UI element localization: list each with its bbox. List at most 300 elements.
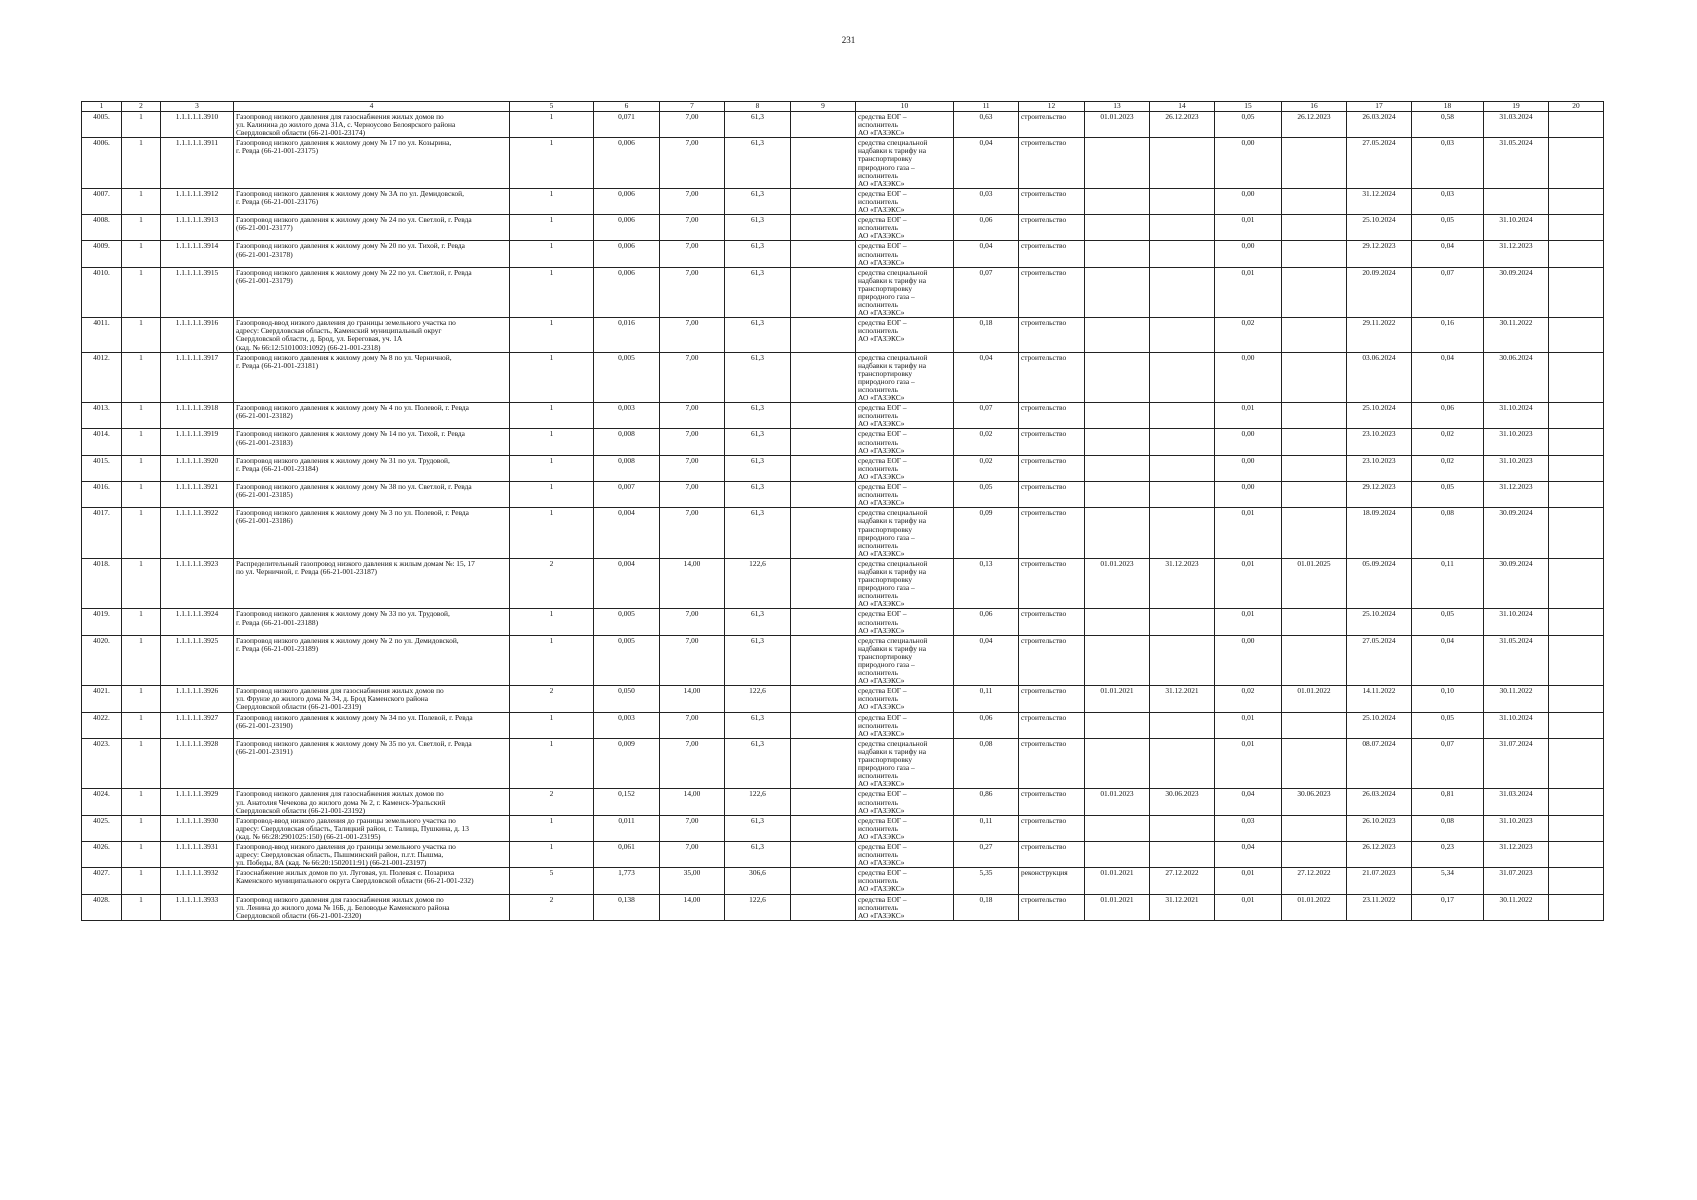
length-cell: 0,005 — [594, 635, 660, 686]
remaining-cost-cell: 0,07 — [1412, 267, 1484, 318]
completion-date-cell: 31.12.2024 — [1347, 188, 1412, 214]
end-date-cell — [1150, 712, 1215, 738]
category-cell: 1 — [510, 635, 594, 686]
deadline-cell: 31.10.2023 — [1484, 815, 1549, 841]
length-cell: 0,009 — [594, 738, 660, 789]
start-date-cell: 01.01.2021 — [1085, 686, 1150, 712]
object-name-cell: Газопровод-ввод низкого давления до границы земельного участка по адресу: Свердловская область, Пышминский район, п.г.т. Пышма, ул. Победы, 8А (кад. № 66:20:1502011:91) (66-21-001-23197) — [234, 841, 510, 867]
remaining-cost-cell: 0,17 — [1412, 894, 1484, 920]
end-date-cell — [1150, 215, 1215, 241]
object-code-cell: 1.1.1.1.1.3929 — [161, 789, 234, 815]
group-cell: 1 — [122, 482, 161, 508]
group-cell: 1 — [122, 686, 161, 712]
object-name-cell: Газопровод низкого давления к жилому дому № 3 по ул. Полевой, г. Ревда (66-21-001-23186) — [234, 508, 510, 559]
cost-part-cell: 0,04 — [1215, 789, 1282, 815]
table-row — [82, 558, 1604, 609]
group-cell: 1 — [122, 188, 161, 214]
object-code-cell: 1.1.1.1.1.3923 — [161, 558, 234, 609]
capacity-cell: 7,00 — [660, 815, 725, 841]
completion-date-cell: 26.03.2024 — [1347, 789, 1412, 815]
row-number-cell: 4025. — [82, 815, 122, 841]
funding-source-cell: средства ЕОГ – исполнитель АО «ГАЗЭКС» — [856, 815, 954, 841]
cost-part-cell: 0,01 — [1215, 738, 1282, 789]
object-code-cell: 1.1.1.1.1.3915 — [161, 267, 234, 318]
capacity-cell: 7,00 — [660, 352, 725, 403]
capacity-cell: 7,00 — [660, 609, 725, 635]
end-date-cell — [1150, 455, 1215, 481]
length-cell: 0,071 — [594, 112, 660, 138]
start-date-cell — [1085, 609, 1150, 635]
cost-part-cell: 0,00 — [1215, 241, 1282, 267]
commissioning-date-cell: 01.01.2022 — [1282, 686, 1347, 712]
remaining-cost-cell: 0,04 — [1412, 635, 1484, 686]
object-code-cell: 1.1.1.1.1.3926 — [161, 686, 234, 712]
empty-cell — [791, 267, 856, 318]
column-number-header: 15 — [1215, 102, 1282, 112]
work-type-cell: строительство — [1019, 403, 1085, 429]
empty-cell — [791, 894, 856, 920]
cost-part-cell: 0,02 — [1215, 318, 1282, 352]
cost-cell: 0,07 — [954, 403, 1019, 429]
empty-cell — [1549, 868, 1604, 894]
length-cell: 0,006 — [594, 215, 660, 241]
start-date-cell — [1085, 403, 1150, 429]
commissioning-date-cell — [1282, 508, 1347, 559]
value-cell: 61,3 — [725, 429, 791, 455]
row-number-cell: 4012. — [82, 352, 122, 403]
remaining-cost-cell: 5,34 — [1412, 868, 1484, 894]
cost-cell: 0,09 — [954, 508, 1019, 559]
remaining-cost-cell: 0,08 — [1412, 815, 1484, 841]
capacity-cell: 7,00 — [660, 188, 725, 214]
commissioning-date-cell — [1282, 815, 1347, 841]
object-name-cell: Газопровод низкого давления для газоснабжения жилых домов по ул. Калинина до жилого дома 31А, с. Черноусово Белоярского района Свердловской области (66-21-001-23174) — [234, 112, 510, 138]
deadline-cell: 31.12.2023 — [1484, 241, 1549, 267]
start-date-cell — [1085, 241, 1150, 267]
category-cell: 1 — [510, 738, 594, 789]
category-cell: 1 — [510, 508, 594, 559]
empty-cell — [1549, 138, 1604, 189]
deadline-cell — [1484, 188, 1549, 214]
start-date-cell — [1085, 138, 1150, 189]
value-cell: 122,6 — [725, 894, 791, 920]
value-cell: 122,6 — [725, 686, 791, 712]
length-cell: 0,061 — [594, 841, 660, 867]
deadline-cell: 31.10.2023 — [1484, 429, 1549, 455]
table-row — [82, 429, 1604, 455]
empty-cell — [1549, 267, 1604, 318]
column-number-header: 17 — [1347, 102, 1412, 112]
deadline-cell: 31.05.2024 — [1484, 138, 1549, 189]
capacity-cell: 7,00 — [660, 318, 725, 352]
remaining-cost-cell: 0,04 — [1412, 352, 1484, 403]
object-code-cell: 1.1.1.1.1.3931 — [161, 841, 234, 867]
commissioning-date-cell — [1282, 738, 1347, 789]
start-date-cell — [1085, 508, 1150, 559]
empty-cell — [791, 868, 856, 894]
end-date-cell — [1150, 188, 1215, 214]
work-type-cell: реконструкция — [1019, 868, 1085, 894]
work-type-cell: строительство — [1019, 635, 1085, 686]
work-type-cell: строительство — [1019, 455, 1085, 481]
commissioning-date-cell — [1282, 138, 1347, 189]
completion-date-cell: 25.10.2024 — [1347, 403, 1412, 429]
cost-cell: 0,04 — [954, 635, 1019, 686]
empty-cell — [791, 815, 856, 841]
length-cell: 0,008 — [594, 455, 660, 481]
object-code-cell: 1.1.1.1.1.3933 — [161, 894, 234, 920]
funding-source-cell: средства ЕОГ – исполнитель АО «ГАЗЭКС» — [856, 403, 954, 429]
capacity-cell: 14,00 — [660, 789, 725, 815]
capacity-cell: 7,00 — [660, 712, 725, 738]
start-date-cell: 01.01.2023 — [1085, 558, 1150, 609]
end-date-cell: 26.12.2023 — [1150, 112, 1215, 138]
start-date-cell: 01.01.2021 — [1085, 868, 1150, 894]
cost-cell: 0,04 — [954, 241, 1019, 267]
cost-cell: 0,11 — [954, 815, 1019, 841]
category-cell: 1 — [510, 815, 594, 841]
cost-cell: 0,27 — [954, 841, 1019, 867]
object-name-cell: Газопровод низкого давления к жилому дому № 31 по ул. Трудовой, г. Ревда (66-21-001-23184) — [234, 455, 510, 481]
funding-source-cell: средства специальной надбавки к тарифу на транспортировку природного газа – исполнитель АО «ГАЗЭКС» — [856, 635, 954, 686]
work-type-cell: строительство — [1019, 558, 1085, 609]
page-number: 231 — [841, 35, 856, 45]
completion-date-cell: 29.12.2023 — [1347, 482, 1412, 508]
cost-cell: 0,11 — [954, 686, 1019, 712]
row-number-cell: 4019. — [82, 609, 122, 635]
empty-cell — [791, 188, 856, 214]
empty-cell — [791, 138, 856, 189]
column-number-header: 4 — [234, 102, 510, 112]
value-cell: 306,6 — [725, 868, 791, 894]
length-cell: 0,006 — [594, 267, 660, 318]
row-number-cell: 4026. — [82, 841, 122, 867]
length-cell: 0,005 — [594, 352, 660, 403]
remaining-cost-cell: 0,06 — [1412, 403, 1484, 429]
commissioning-date-cell: 01.01.2025 — [1282, 558, 1347, 609]
capacity-cell: 7,00 — [660, 215, 725, 241]
deadline-cell: 31.12.2023 — [1484, 482, 1549, 508]
commissioning-date-cell — [1282, 188, 1347, 214]
object-name-cell: Газоснабжение жилых домов по ул. Луговая, ул. Полевая с. Позариха Каменского муниципального округа Свердловской области (66-21-001-232) — [234, 868, 510, 894]
funding-source-cell: средства специальной надбавки к тарифу на транспортировку природного газа – исполнитель АО «ГАЗЭКС» — [856, 352, 954, 403]
length-cell: 0,016 — [594, 318, 660, 352]
start-date-cell — [1085, 352, 1150, 403]
row-number-cell: 4005. — [82, 112, 122, 138]
completion-date-cell: 21.07.2023 — [1347, 868, 1412, 894]
cost-cell: 5,35 — [954, 868, 1019, 894]
object-code-cell: 1.1.1.1.1.3919 — [161, 429, 234, 455]
table-row — [82, 267, 1604, 318]
value-cell: 61,3 — [725, 815, 791, 841]
funding-source-cell: средства ЕОГ – исполнитель АО «ГАЗЭКС» — [856, 686, 954, 712]
category-cell: 2 — [510, 789, 594, 815]
row-number-cell: 4020. — [82, 635, 122, 686]
completion-date-cell: 18.09.2024 — [1347, 508, 1412, 559]
funding-source-cell: средства ЕОГ – исполнитель АО «ГАЗЭКС» — [856, 112, 954, 138]
commissioning-date-cell — [1282, 455, 1347, 481]
category-cell: 2 — [510, 558, 594, 609]
capacity-cell: 35,00 — [660, 868, 725, 894]
work-type-cell: строительство — [1019, 712, 1085, 738]
table-row — [82, 635, 1604, 686]
table-row — [82, 138, 1604, 189]
capacity-cell: 7,00 — [660, 112, 725, 138]
category-cell: 1 — [510, 241, 594, 267]
commissioning-date-cell — [1282, 352, 1347, 403]
empty-cell — [1549, 789, 1604, 815]
category-cell: 2 — [510, 686, 594, 712]
funding-source-cell: средства ЕОГ – исполнитель АО «ГАЗЭКС» — [856, 241, 954, 267]
group-cell: 1 — [122, 215, 161, 241]
column-number-header: 9 — [791, 102, 856, 112]
end-date-cell — [1150, 403, 1215, 429]
start-date-cell — [1085, 815, 1150, 841]
column-number-header: 20 — [1549, 102, 1604, 112]
commissioning-date-cell — [1282, 841, 1347, 867]
start-date-cell — [1085, 215, 1150, 241]
commissioning-date-cell — [1282, 609, 1347, 635]
work-type-cell: строительство — [1019, 894, 1085, 920]
category-cell: 1 — [510, 841, 594, 867]
length-cell: 0,050 — [594, 686, 660, 712]
work-type-cell: строительство — [1019, 429, 1085, 455]
remaining-cost-cell: 0,58 — [1412, 112, 1484, 138]
value-cell: 61,3 — [725, 138, 791, 189]
empty-cell — [1549, 241, 1604, 267]
deadline-cell: 31.10.2024 — [1484, 712, 1549, 738]
work-type-cell: строительство — [1019, 112, 1085, 138]
end-date-cell — [1150, 609, 1215, 635]
cost-part-cell: 0,00 — [1215, 455, 1282, 481]
end-date-cell: 31.12.2023 — [1150, 558, 1215, 609]
table-row — [82, 403, 1604, 429]
start-date-cell — [1085, 429, 1150, 455]
empty-cell — [1549, 403, 1604, 429]
object-name-cell: Газопровод низкого давления к жилому дому № 20 по ул. Тихой, г. Ревда (66-21-001-23178) — [234, 241, 510, 267]
length-cell: 0,138 — [594, 894, 660, 920]
cost-part-cell: 0,03 — [1215, 815, 1282, 841]
row-number-cell: 4018. — [82, 558, 122, 609]
empty-cell — [791, 508, 856, 559]
table-row — [82, 215, 1604, 241]
group-cell: 1 — [122, 429, 161, 455]
completion-date-cell: 08.07.2024 — [1347, 738, 1412, 789]
completion-date-cell: 05.09.2024 — [1347, 558, 1412, 609]
start-date-cell: 01.01.2023 — [1085, 112, 1150, 138]
remaining-cost-cell: 0,05 — [1412, 482, 1484, 508]
object-name-cell: Газопровод низкого давления к жилому дому № 17 по ул. Козырина, г. Ревда (66-21-001-23175) — [234, 138, 510, 189]
length-cell: 0,006 — [594, 241, 660, 267]
value-cell: 61,3 — [725, 215, 791, 241]
empty-cell — [1549, 686, 1604, 712]
end-date-cell: 30.06.2023 — [1150, 789, 1215, 815]
empty-cell — [1549, 455, 1604, 481]
end-date-cell — [1150, 508, 1215, 559]
capacity-cell: 14,00 — [660, 558, 725, 609]
remaining-cost-cell: 0,05 — [1412, 215, 1484, 241]
remaining-cost-cell: 0,11 — [1412, 558, 1484, 609]
empty-cell — [791, 738, 856, 789]
table-row — [82, 241, 1604, 267]
work-type-cell: строительство — [1019, 686, 1085, 712]
length-cell: 0,003 — [594, 403, 660, 429]
cost-part-cell: 0,00 — [1215, 429, 1282, 455]
row-number-cell: 4014. — [82, 429, 122, 455]
group-cell: 1 — [122, 318, 161, 352]
object-code-cell: 1.1.1.1.1.3924 — [161, 609, 234, 635]
funding-source-cell: средства ЕОГ – исполнитель АО «ГАЗЭКС» — [856, 215, 954, 241]
table-row — [82, 112, 1604, 138]
cost-part-cell: 0,01 — [1215, 894, 1282, 920]
commissioning-date-cell — [1282, 403, 1347, 429]
end-date-cell — [1150, 635, 1215, 686]
empty-cell — [791, 789, 856, 815]
category-cell: 1 — [510, 188, 594, 214]
object-name-cell: Газопровод низкого давления к жилому дому № 8 по ул. Черничной, г. Ревда (66-21-001-23181) — [234, 352, 510, 403]
category-cell: 1 — [510, 482, 594, 508]
object-name-cell: Распределительный газопровод низкого давления к жилым домам №: 15, 17 по ул. Черничной, г. Ревда (66-21-001-23187) — [234, 558, 510, 609]
work-type-cell: строительство — [1019, 609, 1085, 635]
funding-source-cell: средства ЕОГ – исполнитель АО «ГАЗЭКС» — [856, 318, 954, 352]
funding-source-cell: средства ЕОГ – исполнитель АО «ГАЗЭКС» — [856, 429, 954, 455]
cost-part-cell: 0,01 — [1215, 508, 1282, 559]
cost-part-cell: 0,00 — [1215, 138, 1282, 189]
cost-part-cell: 0,01 — [1215, 403, 1282, 429]
remaining-cost-cell: 0,81 — [1412, 789, 1484, 815]
capacity-cell: 7,00 — [660, 241, 725, 267]
deadline-cell: 30.11.2022 — [1484, 318, 1549, 352]
length-cell: 0,011 — [594, 815, 660, 841]
end-date-cell — [1150, 815, 1215, 841]
row-number-cell: 4015. — [82, 455, 122, 481]
work-type-cell: строительство — [1019, 508, 1085, 559]
value-cell: 61,3 — [725, 318, 791, 352]
completion-date-cell: 23.10.2023 — [1347, 429, 1412, 455]
deadline-cell: 31.05.2024 — [1484, 635, 1549, 686]
group-cell: 1 — [122, 868, 161, 894]
cost-part-cell: 0,05 — [1215, 112, 1282, 138]
table-row — [82, 738, 1604, 789]
work-type-cell: строительство — [1019, 267, 1085, 318]
commissioning-date-cell — [1282, 712, 1347, 738]
empty-cell — [791, 841, 856, 867]
deadline-cell: 30.11.2022 — [1484, 894, 1549, 920]
funding-source-cell: средства ЕОГ – исполнитель АО «ГАЗЭКС» — [856, 894, 954, 920]
value-cell: 61,3 — [725, 609, 791, 635]
remaining-cost-cell: 0,05 — [1412, 609, 1484, 635]
deadline-cell: 31.10.2024 — [1484, 403, 1549, 429]
empty-cell — [791, 686, 856, 712]
capacity-cell: 7,00 — [660, 635, 725, 686]
object-name-cell: Газопровод-ввод низкого давления до границы земельного участка по адресу: Свердловская область, Каменский муниципальный округ Свердловской области, д. Брод, ул. Береговая, уч. 1А (кад. № 66:12:5101003:1092) (66-21-001-2318) — [234, 318, 510, 352]
funding-source-cell: средства специальной надбавки к тарифу на транспортировку природного газа – исполнитель АО «ГАЗЭКС» — [856, 508, 954, 559]
object-name-cell: Газопровод низкого давления к жилому дому № 3А по ул. Демидовской, г. Ревда (66-21-001-23176) — [234, 188, 510, 214]
object-code-cell: 1.1.1.1.1.3930 — [161, 815, 234, 841]
capacity-cell: 7,00 — [660, 403, 725, 429]
row-number-cell: 4024. — [82, 789, 122, 815]
remaining-cost-cell: 0,08 — [1412, 508, 1484, 559]
capacity-cell: 7,00 — [660, 508, 725, 559]
cost-cell: 0,06 — [954, 609, 1019, 635]
object-code-cell: 1.1.1.1.1.3927 — [161, 712, 234, 738]
empty-cell — [791, 241, 856, 267]
work-type-cell: строительство — [1019, 815, 1085, 841]
object-name-cell: Газопровод низкого давления к жилому дому № 38 по ул. Светлой, г. Ревда (66-21-001-23185) — [234, 482, 510, 508]
start-date-cell — [1085, 841, 1150, 867]
object-code-cell: 1.1.1.1.1.3916 — [161, 318, 234, 352]
deadline-cell: 31.10.2024 — [1484, 609, 1549, 635]
category-cell: 1 — [510, 267, 594, 318]
remaining-cost-cell: 0,05 — [1412, 712, 1484, 738]
empty-cell — [791, 318, 856, 352]
group-cell: 1 — [122, 712, 161, 738]
empty-cell — [791, 112, 856, 138]
capacity-cell: 7,00 — [660, 455, 725, 481]
category-cell: 1 — [510, 215, 594, 241]
funding-source-cell: средства специальной надбавки к тарифу на транспортировку природного газа – исполнитель АО «ГАЗЭКС» — [856, 738, 954, 789]
category-cell: 1 — [510, 138, 594, 189]
work-type-cell: строительство — [1019, 789, 1085, 815]
commissioning-date-cell — [1282, 241, 1347, 267]
completion-date-cell: 27.05.2024 — [1347, 635, 1412, 686]
row-number-cell: 4013. — [82, 403, 122, 429]
deadline-cell: 31.03.2024 — [1484, 112, 1549, 138]
end-date-cell — [1150, 738, 1215, 789]
object-name-cell: Газопровод низкого давления для газоснабжения жилых домов по ул. Анатолия Чечекова до жилого дома № 2, г. Каменск-Уральский Свердловской области (66-21-001-23192) — [234, 789, 510, 815]
object-name-cell: Газопровод низкого давления к жилому дому № 33 по ул. Трудовой, г. Ревда (66-21-001-23188) — [234, 609, 510, 635]
cost-cell: 0,07 — [954, 267, 1019, 318]
group-cell: 1 — [122, 267, 161, 318]
empty-cell — [1549, 815, 1604, 841]
row-number-cell: 4011. — [82, 318, 122, 352]
group-cell: 1 — [122, 738, 161, 789]
object-code-cell: 1.1.1.1.1.3932 — [161, 868, 234, 894]
empty-cell — [791, 215, 856, 241]
empty-cell — [1549, 738, 1604, 789]
empty-cell — [791, 712, 856, 738]
empty-cell — [791, 352, 856, 403]
empty-cell — [791, 635, 856, 686]
funding-source-cell: средства специальной надбавки к тарифу на транспортировку природного газа – исполнитель АО «ГАЗЭКС» — [856, 138, 954, 189]
end-date-cell — [1150, 352, 1215, 403]
funding-source-cell: средства специальной надбавки к тарифу на транспортировку природного газа – исполнитель АО «ГАЗЭКС» — [856, 558, 954, 609]
remaining-cost-cell: 0,16 — [1412, 318, 1484, 352]
start-date-cell — [1085, 267, 1150, 318]
group-cell: 1 — [122, 455, 161, 481]
row-number-cell: 4022. — [82, 712, 122, 738]
funding-source-cell: средства ЕОГ – исполнитель АО «ГАЗЭКС» — [856, 482, 954, 508]
category-cell: 1 — [510, 112, 594, 138]
length-cell: 0,152 — [594, 789, 660, 815]
work-type-cell: строительство — [1019, 841, 1085, 867]
commissioning-date-cell: 01.01.2022 — [1282, 894, 1347, 920]
category-cell: 1 — [510, 429, 594, 455]
empty-cell — [1549, 841, 1604, 867]
deadline-cell: 31.10.2024 — [1484, 215, 1549, 241]
length-cell: 0,004 — [594, 558, 660, 609]
object-code-cell: 1.1.1.1.1.3911 — [161, 138, 234, 189]
start-date-cell — [1085, 455, 1150, 481]
row-number-cell: 4007. — [82, 188, 122, 214]
empty-cell — [1549, 188, 1604, 214]
end-date-cell — [1150, 267, 1215, 318]
empty-cell — [1549, 482, 1604, 508]
value-cell: 61,3 — [725, 267, 791, 318]
table-row — [82, 789, 1604, 815]
length-cell: 0,006 — [594, 188, 660, 214]
table-row — [82, 815, 1604, 841]
